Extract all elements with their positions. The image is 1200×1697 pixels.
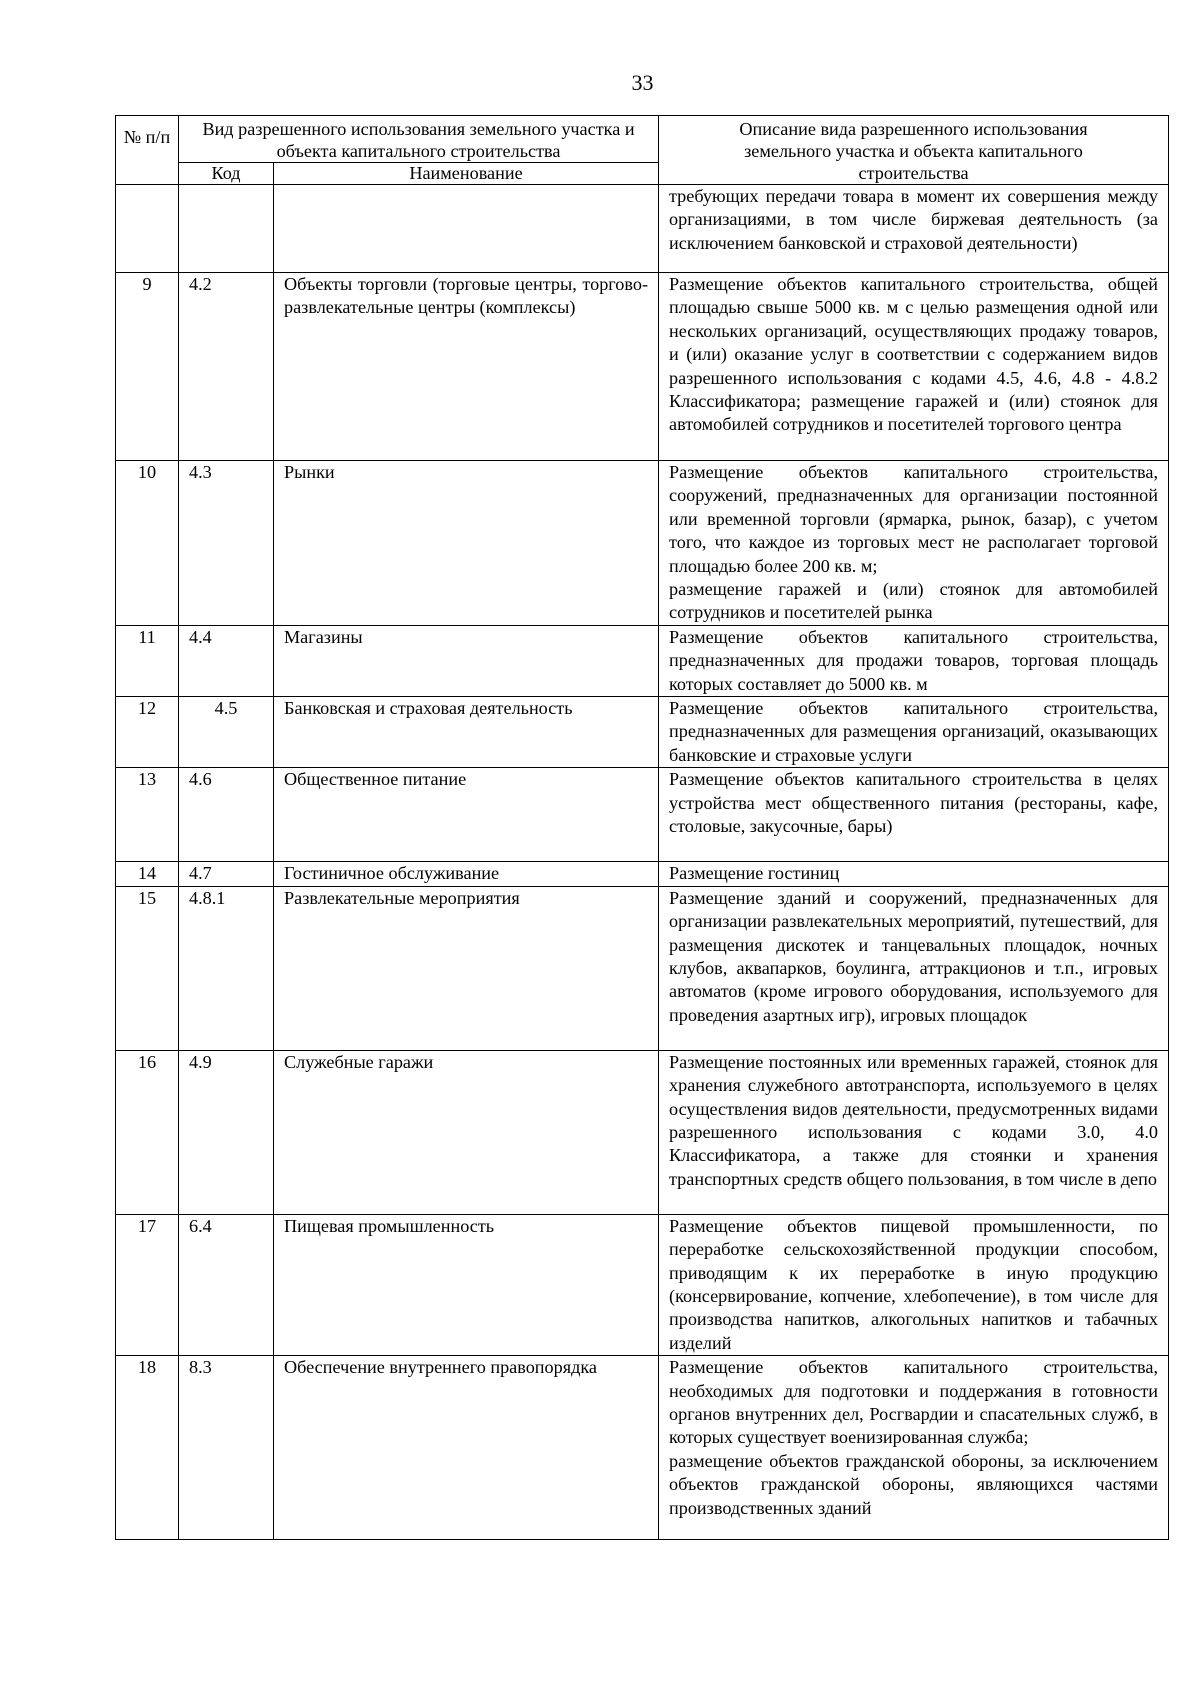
row-description: Размещение объектов капитального строительства, предназначенных для продажи товаров, торговая площадь которых составляет до 5000 кв. м (659, 625, 1169, 696)
row-number: 14 (116, 862, 179, 886)
row-name: Объекты торговли (торговые центры, торгово-развлекательные центры (комплексы) (274, 273, 659, 461)
header-name: Наименование (274, 163, 659, 185)
row-description: Размещение гостиниц (659, 862, 1169, 886)
row-name (274, 185, 659, 273)
row-code (179, 185, 274, 273)
table-header (116, 116, 1169, 185)
row-code: 4.2 (179, 273, 274, 461)
table-row (116, 1356, 1169, 1540)
header-code: Код (179, 163, 274, 185)
header-description: Описание вида разрешенного использования земельного участка и объекта капитального строительства (659, 116, 1169, 185)
table-row (116, 625, 1169, 696)
row-number: 16 (116, 1050, 179, 1214)
row-description: Размещение объектов капитального строительства, общей площадью свыше 5000 кв. м с целью размещения одной или нескольких организаций, осуществляющих продажу товаров, и (или) оказание услуг в соответствии с содержанием видов разрешенного использования с кодами 4.5, 4.6, 4.8 - 4.8.2 Классификатора; размещение гаражей и (или) стоянок для автомобилей сотрудников и посетителей торгового центра (659, 273, 1169, 461)
row-description: Размещение объектов капитального строительства, предназначенных для размещения организаций, оказывающих банковские и страховые услуги (659, 697, 1169, 768)
table-row (116, 697, 1169, 768)
row-name: Гостиничное обслуживание (274, 862, 659, 886)
row-name: Рынки (274, 461, 659, 626)
row-name: Пищевая промышленность (274, 1214, 659, 1355)
land-use-table (115, 115, 1169, 1540)
row-name: Банковская и страховая деятельность (274, 697, 659, 768)
header-group: Вид разрешенного использования земельного участка и объекта капитального строительства (179, 116, 659, 163)
row-number: 18 (116, 1356, 179, 1540)
row-code: 4.6 (179, 768, 274, 862)
row-code: 4.4 (179, 625, 274, 696)
row-code: 4.7 (179, 862, 274, 886)
row-name: Служебные гаражи (274, 1050, 659, 1214)
table-row (116, 461, 1169, 626)
row-code: 4.3 (179, 461, 274, 626)
table-row (116, 273, 1169, 461)
row-name: Развлекательные мероприятия (274, 886, 659, 1050)
row-description: Размещение зданий и сооружений, предназначенных для организации развлекательных мероприятий, путешествий, для размещения дискотек и танцевальных площадок, ночных клубов, аквапарков, боулинга, аттракционов и т.п., игровых автоматов (кроме игрового оборудования, используемого для проведения азартных игр), игровых площадок (659, 886, 1169, 1050)
row-number: 17 (116, 1214, 179, 1355)
row-code: 4.5 (179, 697, 274, 768)
row-description: Размещение объектов капитального строительства, сооружений, предназначенных для организации постоянной или временной торговли (ярмарка, рынок, базар), с учетом того, что каждое из торговых мест не располагает торговой площадью более 200 кв. м; размещение гаражей и (или) стоянок для автомобилей сотрудников и посетителей рынка (659, 461, 1169, 626)
row-description: требующих передачи товара в момент их совершения между организациями, в том числе биржевая деятельность (за исключением банковской и страховой деятельности) (659, 185, 1169, 273)
row-number: 11 (116, 625, 179, 696)
table-row (116, 185, 1169, 273)
row-code: 4.8.1 (179, 886, 274, 1050)
row-code: 4.9 (179, 1050, 274, 1214)
row-description: Размещение объектов пищевой промышленности, по переработке сельскохозяйственной продукции способом, приводящим к их переработке в иную продукцию (консервирование, копчение, хлебопечение), в том числе для производства напитков, алкогольных напитков и табачных изделий (659, 1214, 1169, 1355)
row-number: 12 (116, 697, 179, 768)
row-number: 15 (116, 886, 179, 1050)
row-number: 13 (116, 768, 179, 862)
table-row (116, 768, 1169, 862)
row-name: Общественное питание (274, 768, 659, 862)
row-description: Размещение объектов капитального строительства, необходимых для подготовки и поддержания в готовности органов внутренних дел, Росгвардии и спасательных служб, в которых существует военизированная служба; размещение объектов гражданской обороны, за исключением объектов гражданской обороны, являющихся частями производственных зданий (659, 1356, 1169, 1540)
row-number: 10 (116, 461, 179, 626)
row-number (116, 185, 179, 273)
table-row (116, 886, 1169, 1050)
table-body (116, 185, 1169, 1540)
row-description: Размещение постоянных или временных гаражей, стоянок для хранения служебного автотранспорта, используемого в целях осуществления видов деятельности, предусмотренных видами разрешенного использования с кодами 3.0, 4.0 Классификатора, а также для стоянки и хранения транспортных средств общего пользования, в том числе в депо (659, 1050, 1169, 1214)
row-number: 9 (116, 273, 179, 461)
row-code: 6.4 (179, 1214, 274, 1355)
table-row (116, 1050, 1169, 1214)
page-number: 33 (631, 70, 654, 95)
table-row (116, 1214, 1169, 1355)
row-name: Магазины (274, 625, 659, 696)
row-description: Размещение объектов капитального строительства в целях устройства мест общественного питания (рестораны, кафе, столовые, закусочные, бары) (659, 768, 1169, 862)
row-name: Обеспечение внутреннего правопорядка (274, 1356, 659, 1540)
row-code: 8.3 (179, 1356, 274, 1540)
table-row (116, 862, 1169, 886)
header-num: № п/п (116, 116, 179, 185)
